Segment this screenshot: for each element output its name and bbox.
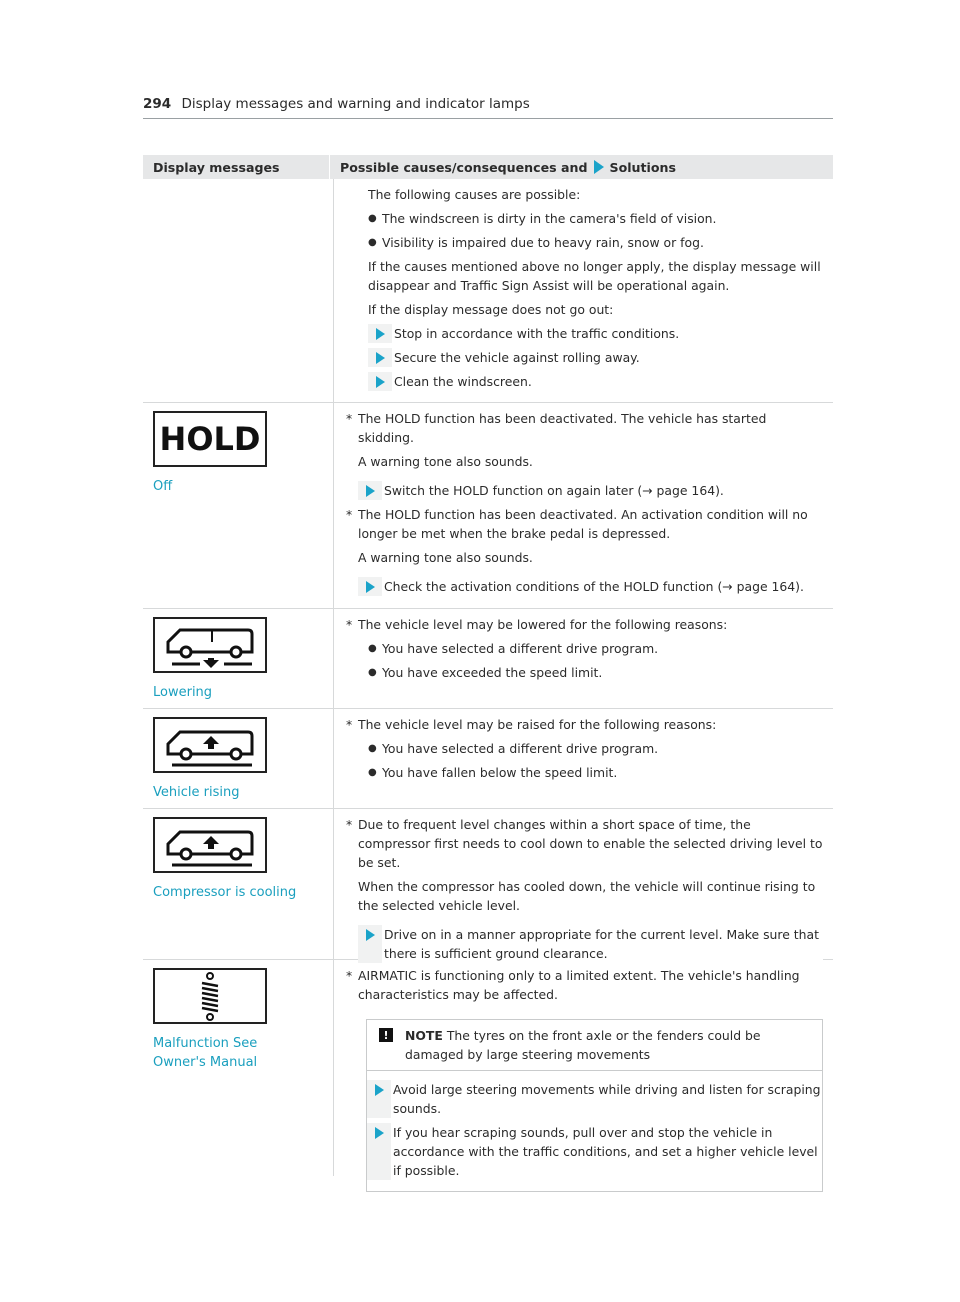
action-text: Stop in accordance with the traffic conditions. (392, 324, 823, 343)
table-header (143, 155, 833, 179)
star-item (346, 505, 823, 572)
vehicle-rising-icon (153, 717, 267, 773)
star-marker: * (346, 411, 353, 426)
note-text: The tyres on the front axle or the fenders could be damaged by large steering movements (405, 1028, 761, 1062)
message-label: Compressor is cooling (153, 885, 297, 900)
note-box (366, 1019, 823, 1192)
col-header-display-messages: Display messages (143, 155, 330, 179)
paragraph: The HOLD function has been deactivated. The vehicle has started skidding. (358, 411, 767, 445)
paragraph: The vehicle level may be lowered for the following reasons: (358, 617, 728, 632)
note-body (367, 1071, 822, 1191)
star-marker: * (346, 817, 353, 832)
action-step (367, 1080, 822, 1118)
page-number: 294 (143, 96, 172, 112)
action-step (358, 925, 823, 963)
action-arrow-icon (366, 581, 375, 593)
suspension-spring-icon (153, 968, 267, 1024)
hold-icon (153, 411, 267, 467)
paragraph: A warning tone also sounds. (358, 454, 533, 469)
paragraph: AIRMATIC is functioning only to a limited extent. The vehicle's handling characteristics may be affected. (358, 968, 800, 1002)
table-row (143, 960, 833, 1176)
star-marker: * (346, 717, 353, 732)
star-marker: * (346, 507, 353, 522)
paragraph: The vehicle level may be raised for the following reasons: (358, 717, 717, 732)
row-message-cell (143, 809, 334, 959)
star-item (346, 966, 823, 1009)
action-step (368, 348, 823, 367)
action-step (358, 481, 823, 500)
table-row (143, 709, 833, 809)
action-step (367, 1123, 822, 1180)
bullet-icon: ● (368, 743, 377, 754)
paragraph: The HOLD function has been deactivated. An activation condition will no longer be met when the brake pedal is depressed. (358, 507, 808, 541)
note-header (367, 1020, 822, 1071)
action-arrow-icon (366, 485, 375, 497)
table-row (143, 403, 833, 609)
action-text: Drive on in a manner appropriate for the current level. Make sure that there is sufficient ground clearance. (382, 925, 823, 963)
bullet-text: Visibility is impaired due to heavy rain, snow or fog. (382, 235, 704, 250)
list-item (346, 739, 823, 758)
note-label: NOTE (405, 1028, 443, 1043)
table-row (143, 809, 833, 960)
action-step (358, 577, 823, 596)
row-solution-cell (334, 609, 833, 708)
bullet-text: You have fallen below the speed limit. (382, 765, 618, 780)
bullet-icon: ● (368, 667, 377, 678)
action-arrow-icon (366, 929, 375, 941)
action-arrow-icon (376, 376, 385, 388)
hold-icon-text: HOLD (159, 419, 261, 458)
action-arrow-icon (375, 1084, 384, 1096)
paragraph: A warning tone also sounds. (358, 550, 533, 565)
paragraph: If the display message does not go out: (368, 302, 614, 317)
star-item (346, 815, 823, 920)
message-label: Off (153, 479, 173, 494)
action-text: Secure the vehicle against rolling away. (392, 348, 823, 367)
list-item (346, 209, 823, 228)
row-solution-cell (334, 709, 833, 808)
message-label: Malfunction See Owner's Manual (153, 1036, 258, 1070)
warning-icon: ! (379, 1028, 393, 1042)
row-message-cell (143, 179, 334, 402)
row-message-cell (143, 609, 334, 708)
vehicle-lowering-icon (153, 617, 267, 673)
page-header (143, 96, 833, 119)
col-header-solutions-text: Solutions (609, 159, 676, 175)
action-arrow-icon (376, 352, 385, 364)
list-item (346, 233, 823, 252)
row-message-cell (143, 960, 334, 1176)
row-solution-cell (334, 179, 833, 402)
star-marker: * (346, 617, 353, 632)
arrow-right-icon (594, 160, 604, 174)
action-text: Avoid large steering movements while driving and listen for scraping sounds. (393, 1082, 821, 1116)
action-arrow-icon (375, 1127, 384, 1139)
row-solution-cell (334, 809, 833, 959)
list-item (346, 639, 823, 658)
intro-text: The following causes are possible: (368, 187, 581, 202)
row-solution-cell (334, 960, 833, 1176)
bullet-icon: ● (368, 213, 377, 224)
bullet-text: The windscreen is dirty in the camera's field of vision. (382, 211, 717, 226)
action-step (368, 324, 823, 343)
paragraph: If the causes mentioned above no longer apply, the display message will disappear and Traffic Sign Assist will be operational again. (368, 259, 821, 293)
bullet-text: You have selected a different drive program. (382, 641, 659, 656)
action-text: Clean the windscreen. (392, 372, 823, 391)
col-header-causes (330, 158, 676, 177)
bullet-icon: ● (368, 643, 377, 654)
list-item (346, 663, 823, 682)
action-text: Check the activation conditions of the HOLD function (→ page 164). (382, 577, 823, 596)
action-text: If you hear scraping sounds, pull over and stop the vehicle in accordance with the traffic conditions, and set a higher vehicle level if possible. (391, 1123, 822, 1180)
action-step (368, 372, 823, 391)
table-row (143, 609, 833, 709)
row-solution-cell (334, 403, 833, 608)
bullet-icon: ● (368, 237, 377, 248)
row-message-cell (143, 403, 334, 608)
message-label: Lowering (153, 685, 213, 700)
messages-table (143, 155, 833, 1176)
star-item (346, 409, 823, 476)
action-arrow-icon (376, 328, 385, 340)
paragraph: Due to frequent level changes within a short space of time, the compressor first needs to cool down to enable the selected driving level to be set. (358, 817, 823, 870)
vehicle-rising-icon (153, 817, 267, 873)
star-item (346, 715, 823, 739)
bullet-icon: ● (368, 767, 377, 778)
bullet-text: You have exceeded the speed limit. (382, 665, 603, 680)
row-message-cell (143, 709, 334, 808)
star-marker: * (346, 968, 353, 983)
page-title: Display messages and warning and indicator lamps (181, 96, 530, 112)
bullet-text: You have selected a different drive program. (382, 741, 659, 756)
message-label: Vehicle rising (153, 785, 240, 800)
col-header-causes-text: Possible causes/consequences and (340, 159, 588, 175)
table-row (143, 179, 833, 403)
list-item (346, 763, 823, 782)
paragraph: When the compressor has cooled down, the vehicle will continue rising to the selected vehicle level. (358, 879, 816, 913)
star-item (346, 615, 823, 639)
action-text: Switch the HOLD function on again later (→ page 164). (382, 481, 823, 500)
